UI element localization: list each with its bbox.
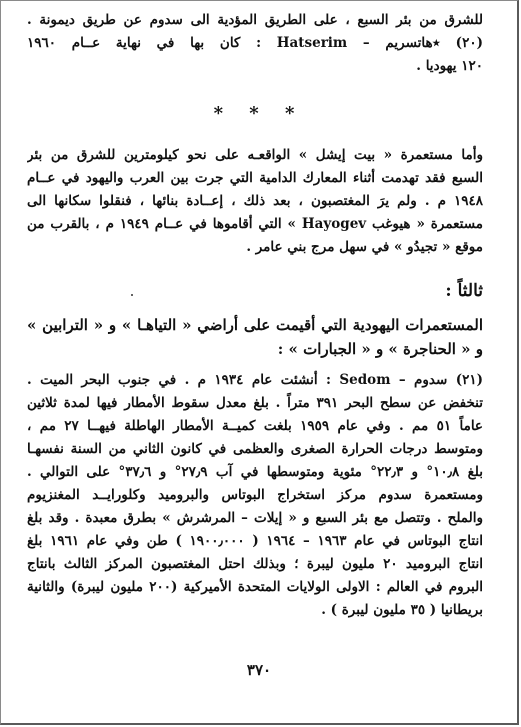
text-line: ومستعمرة سدوم مركز استخراج البوتاس والبروميد وكلورايــد المغنزيوم: [27, 487, 483, 503]
text-line: وأما مستعمرة « بيت إيشل » الواقعـه على نحو كيلومترين للشرق من بئر: [27, 147, 483, 163]
text-line: مستعمرة « هيوغب Hayogev » التي أقاموها في عــام ١٩٤٩ م ، بالقرب من: [27, 216, 483, 232]
section-heading: ثالثاً :: [445, 281, 483, 301]
top-continuation-block: [27, 9, 483, 78]
text-line: انتاج البروميد ٢٠ مليون ليبرة ؛ وبذلك احتل المغتصبون المركز الثالث بانتاج: [27, 556, 483, 572]
text-line: السبع فقد تهدمت أثناء المعارك الدامية التي جرت بين العرب واليهود في عــام: [27, 170, 483, 186]
text-line: البروم في العالم : الاولى الولايات المتحدة الأميركية (٢٠٠ مليون ليبرة) والثانية: [27, 579, 483, 595]
text-line: ١٢٠ يهوديا .: [416, 58, 483, 74]
subheading-line: المستعمرات اليهودية التي أقيمت على أراضي « التياهـا » و « الترابين »: [27, 316, 483, 334]
text-line: ومتوسط درجات الحرارة الصغرى والعظمى في كانون الثاني من السنة نفسهـا: [27, 441, 483, 457]
text-line: والملح . وتتصل مع بئر السبع و « إيلات – المرشرش » بطرق معبدة . وقد بلغ: [27, 510, 483, 526]
text-line: عاماً ٥١ مم . وفي عام ١٩٥٩ بلغت كميــة الأمطار الهاطلة فيهــا ٢٧ مم ،: [27, 418, 483, 434]
text-line: موقع « تجيدُو » في سهل مرج بني عامر .: [246, 239, 483, 255]
text-line: (٢١) سدوم – Sedom : أنشئت عام ١٩٣٤ م . في جنوب البحر الميت .: [27, 372, 483, 388]
text-line: انتاج البوتاس في عام ١٩٦٣ – ١٩٦٤ ( ١٩٠٠٫٠٠٠ ) طن وفي عام ١٩٦١ بلغ: [27, 533, 483, 549]
section-subheading: [27, 313, 483, 361]
subheading-line: و « الحناجرة » و « الجبارات » :: [277, 340, 483, 358]
text-line: بريطانيا ( ٣٥ مليون ليبرة ) .: [321, 602, 483, 618]
scan-speck: [131, 294, 133, 296]
page-number: ٣٧٠: [246, 661, 272, 679]
text-line: تنخفض عن سطح البحر ٣٩١ متراً . بلغ معدل سقوط الأمطار فيها لمدة ثلاثين: [27, 395, 483, 411]
text-line: (٢٠) ٭هاتسريم – Hatserim : كان بها في نهاية عــام ١٩٦٠: [27, 35, 483, 51]
text-line: بلغ ١٠٫٨° و ٢٢٫٣° مئوية ومتوسطها في آب ٢٧٫٩° و ٣٧٫٦° على التوالي .: [27, 464, 483, 480]
text-line: ١٩٤٨ م . ولم يرَ المغتصبون ، بعد ذلك ، إعــادة بنائها ، فنقلوا سكانها الى: [27, 193, 483, 209]
paragraph-sedom: [27, 369, 483, 622]
paragraph-beit-eshel: [27, 144, 483, 259]
text-line: للشرق من بئر السبع ، على الطريق المؤدية الى سدوم عن طريق ديمونة .: [27, 12, 483, 28]
section-separator: * * *: [213, 103, 305, 124]
